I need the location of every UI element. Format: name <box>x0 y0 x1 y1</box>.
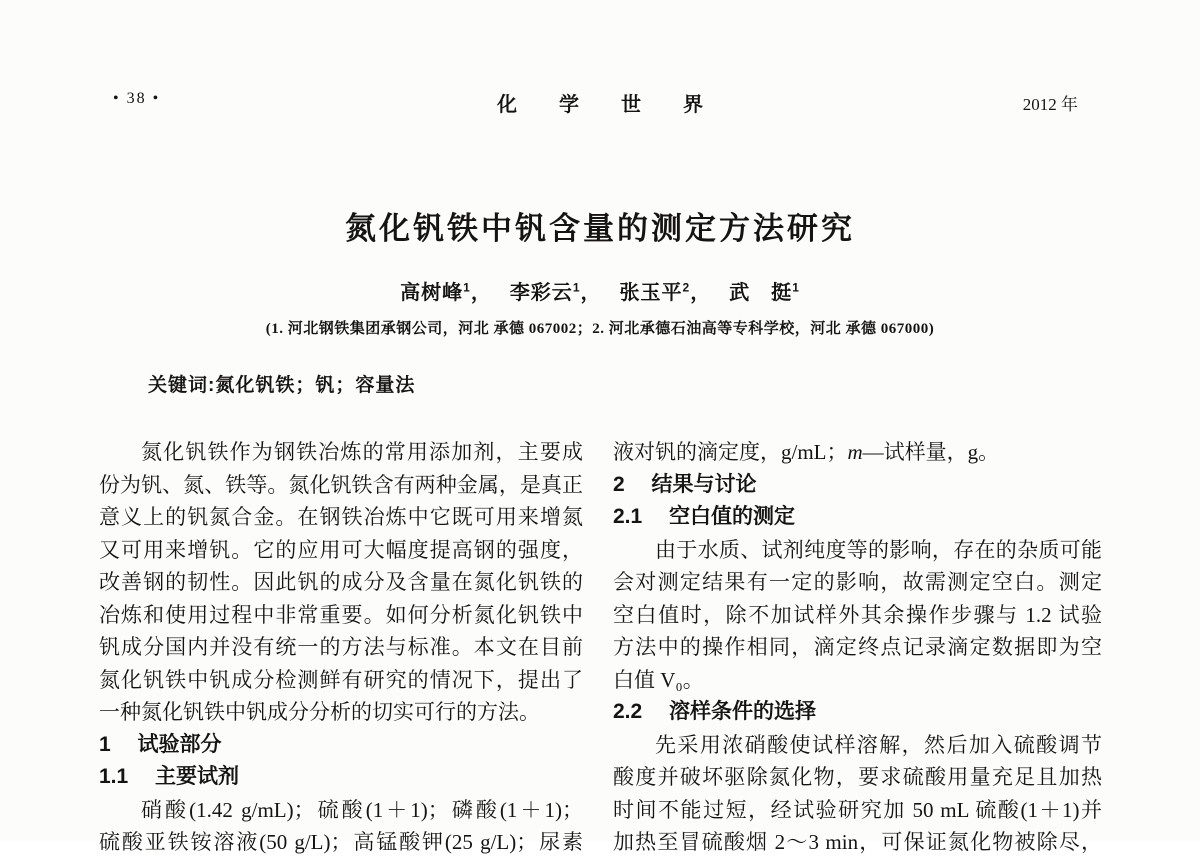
text-line: 份为钒、氮、铁等。氮化钒铁含有两种金属，是真正 <box>99 472 583 497</box>
section-heading-2: 2 结果与讨论 <box>613 472 757 496</box>
author-superscript: 2 <box>682 280 691 295</box>
text-line: 会对测定结果有一定的影响，故需测定空白。测定 <box>613 570 1102 594</box>
author <box>620 282 730 304</box>
author-name: 武 挺 <box>729 282 793 304</box>
page-number: • 38 • <box>113 90 161 107</box>
author-superscript: 1 <box>463 280 471 295</box>
text-line: 氮化钒铁作为钢铁冶炼的常用添加剂，主要成 <box>141 440 583 464</box>
section-heading-2-2: 2.2 溶样条件的选择 <box>613 700 817 723</box>
journal-title: 化学世界 <box>497 94 745 116</box>
legend-post: —试样量，g。 <box>862 440 1000 464</box>
author-superscript: 1 <box>572 280 581 295</box>
affiliation: (1. 河北钢铁集团承钢公司，河北 承德 067002；2. 河北承德石油高等专科学校，河北 承德 067000) <box>265 321 935 337</box>
text-line: 氮化钒铁中钒成分检测鲜有研究的情况下，提出了 <box>99 667 583 692</box>
text-line: 又可用来增钒。它的应用可大幅度提高钢的强度， <box>99 537 583 562</box>
left-column <box>99 436 583 859</box>
text-line: 钒成分国内并没有统一的方法与标准。本文在目前 <box>99 635 583 659</box>
section-heading-1: 1 试验部分 <box>99 732 222 756</box>
text-line: 由于水质、试剂纯度等的影响，存在的杂质可能 <box>655 537 1102 562</box>
text-line: 硫酸亚铁铵溶液(50 g/L)；高锰酸钾(25 g/L)；尿素 <box>99 830 583 854</box>
text-line: 白值 V₀。 <box>613 667 704 692</box>
text-line: 加热至冒硫酸烟 2～3 min，可保证氮化物被除尽， <box>613 830 1102 854</box>
right-column <box>613 436 1102 859</box>
author-separator: ， <box>580 282 602 304</box>
text-line: 硝酸(1.42 g/mL)；硫酸(1＋1)；磷酸(1＋1)； <box>141 797 583 822</box>
text-line: 时间不能过短，经试验研究加 50 mL 硫酸(1＋1)并 <box>613 797 1102 822</box>
text-line: 意义上的钒氮合金。在钢铁冶炼中它既可用来增氮 <box>99 505 583 529</box>
year-label: 2012 年 <box>1022 95 1078 114</box>
author <box>729 282 800 304</box>
author-name: 张玉平 <box>619 282 683 304</box>
author-separator: ， <box>470 282 492 304</box>
author-superscript: 1 <box>792 280 800 295</box>
text-line: 先采用浓硝酸使试样溶解，然后加入硫酸调节 <box>655 732 1102 757</box>
text-line: 改善钢的韧性。因此钒的成分及含量在氮化钒铁的 <box>99 570 583 594</box>
author-name: 高树峰 <box>400 282 464 304</box>
section-heading-2-1: 2.1 空白值的测定 <box>613 505 796 528</box>
keywords-line <box>148 370 415 397</box>
text-line: 酸度并破坏驱除氮化物，要求硫酸用量充足且加热 <box>613 765 1102 789</box>
running-header <box>0 88 1200 116</box>
keywords-text: 氮化钒铁；钒；容量法 <box>215 375 416 396</box>
text-line: 空白值时，除不加试样外其余操作步骤与 1.2 试验 <box>613 602 1102 627</box>
keywords-label: 关键词: <box>148 375 216 396</box>
article-title: 氮化钒铁中钒含量的测定方法研究 <box>345 211 855 246</box>
section-heading-1-1: 1.1 主要试剂 <box>99 765 240 788</box>
variable-m: m <box>847 440 863 464</box>
text-line: 方法中的操作相同，滴定终点记录滴定数据即为空 <box>613 635 1102 659</box>
text-line: 冶炼和使用过程中非常重要。如何分析氮化钒铁中 <box>99 602 583 627</box>
author-separator: ， <box>690 282 712 304</box>
author <box>400 282 510 304</box>
authors-line <box>0 276 1200 305</box>
author-name: 李彩云 <box>509 282 573 304</box>
author <box>510 282 620 304</box>
legend-pre: 液对钒的滴定度，g/mL； <box>613 440 848 464</box>
text-line-formula-legend <box>613 436 1102 469</box>
text-line: 一种氮化钒铁中钒成分分析的切实可行的方法。 <box>99 700 540 724</box>
